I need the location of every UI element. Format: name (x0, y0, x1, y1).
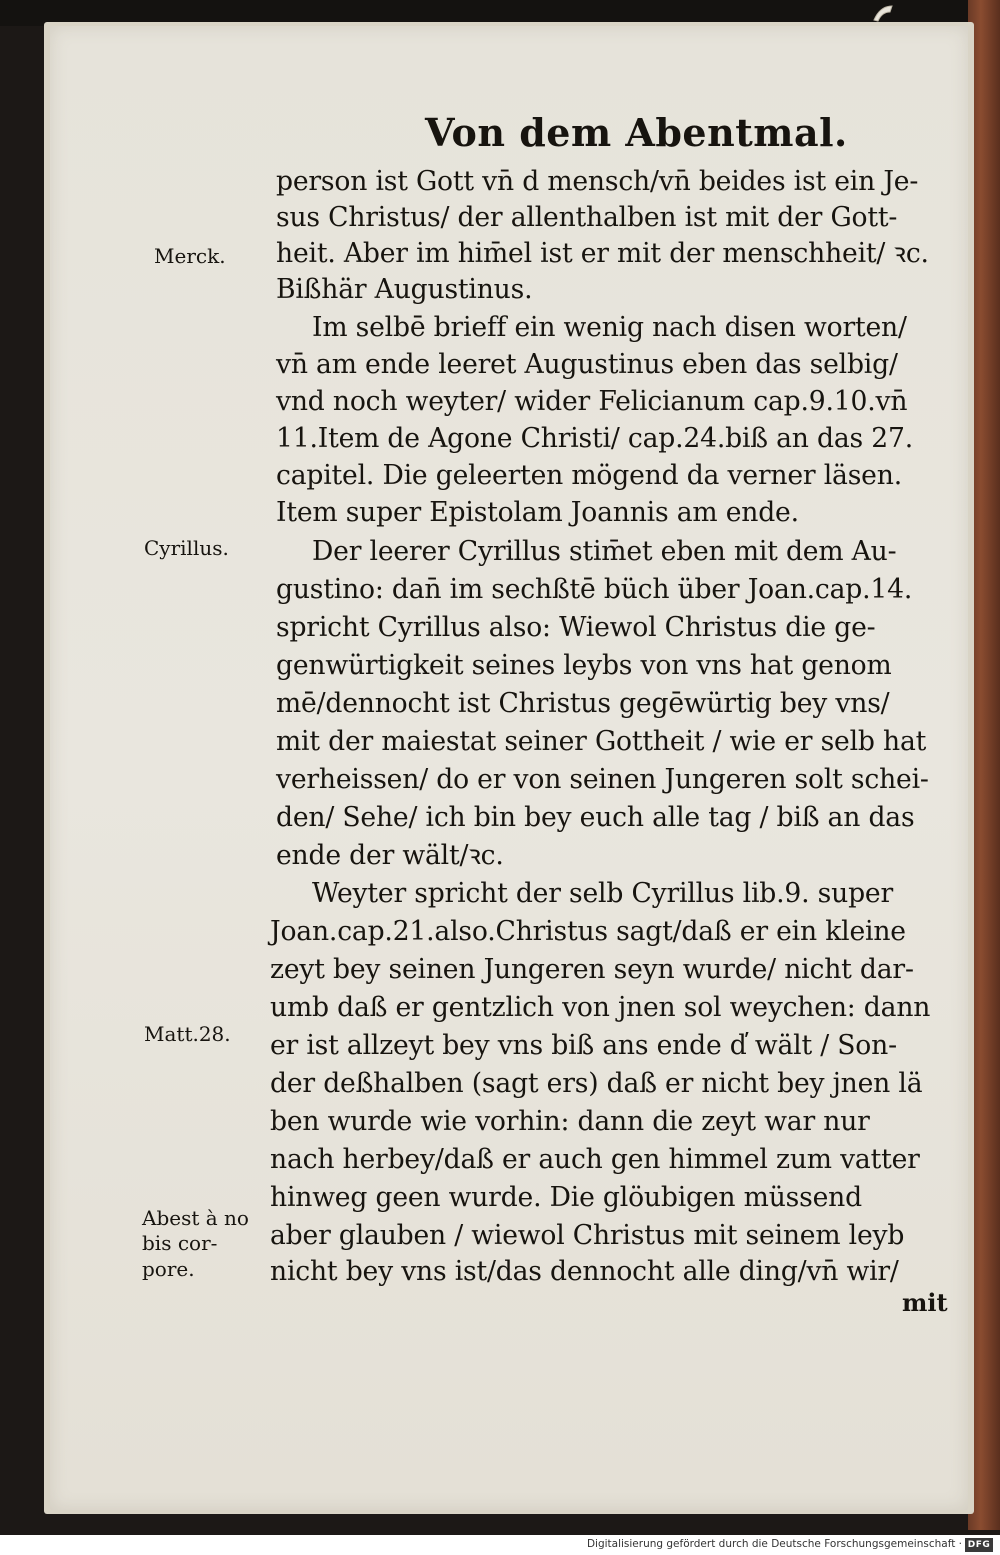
body-line: er ist allzeyt bey vns biß ans ende d̕ wält / Son- (270, 1030, 897, 1061)
page-tab-icon (872, 4, 894, 22)
body-text (270, 164, 966, 1344)
body-line: Weyter spricht der selb Cyrillus lib.9. super (312, 878, 894, 909)
marginal-note: pore. (142, 1257, 195, 1281)
body-line: Joan.cap.21.also.Christus sagt/daß er ein kleine (270, 916, 906, 947)
body-line: Item super Epistolam Joannis am ende. (276, 497, 799, 528)
body-line: hinweg geen wurde. Die glöubigen müssend (270, 1182, 862, 1213)
body-line: heit. Aber im him̄el ist er mit der menschheit/ ꝛc. (276, 238, 929, 269)
body-line: ben wurde wie vorhin: dann die zeyt war nur (270, 1106, 870, 1137)
marginal-note: Merck. (154, 244, 226, 268)
body-line: ende der wält/ꝛc. (276, 840, 504, 871)
body-line: Der leerer Cyrillus stim̄et eben mit dem Au- (312, 536, 897, 567)
body-line: genwürtigkeit seines leybs von vns hat genom (276, 650, 892, 681)
body-line: vnd noch weyter/ wider Felicianum cap.9.10.vn̄ (276, 386, 908, 417)
body-line: zeyt bey seinen Jungeren seyn wurde/ nicht dar- (270, 954, 914, 985)
body-line: sus Christus/ der allenthalben ist mit der Gott- (276, 202, 898, 233)
footer-credit: Digitalisierung gefördert durch die Deutsche Forschungsgemeinschaft · (586, 1538, 962, 1550)
marginal-note: bis cor- (142, 1231, 218, 1255)
body-line: spricht Cyrillus also: Wiewol Christus die ge- (276, 612, 876, 643)
body-line: Im selbē brieff ein wenig nach disen worten/ (312, 312, 907, 343)
body-line: umb daß er gentzlich von jnen sol weychen: dann (270, 992, 931, 1023)
marginal-note: Abest à no (142, 1206, 249, 1230)
book-page (50, 26, 968, 1510)
body-line: nach herbey/daß er auch gen himmel zum vatter (270, 1144, 920, 1175)
body-line: capitel. Die geleerten mögend da verner läsen. (276, 460, 902, 491)
body-line: person ist Gott vn̄ d mensch/vn̄ beides ist ein Je- (276, 166, 919, 197)
body-line: vn̄ am ende leeret Augustinus eben das selbig/ (276, 349, 898, 380)
body-line: verheissen/ do er von seinen Jungeren solt schei- (276, 764, 929, 795)
catchword: mit (902, 1288, 948, 1317)
marginal-note: Cyrillus. (144, 536, 229, 560)
body-line: 11.Item de Agone Christi/ cap.24.biß an das 27. (276, 423, 914, 454)
body-line: den/ Sehe/ ich bin bey euch alle tag / biß an das (276, 802, 915, 833)
body-line: der deßhalben (sagt ers) daß er nicht bey jnen lä (270, 1068, 923, 1099)
body-line: aber glauben / wiewol Christus mit seinem leyb (270, 1220, 905, 1251)
body-line: Bißhär Augustinus. (276, 274, 533, 305)
marginal-note: Matt.28. (144, 1022, 231, 1046)
body-line: nicht bey vns ist/das dennocht alle ding/vn̄ wir/ (270, 1256, 899, 1287)
body-line: mit der maiestat seiner Gottheit / wie er selb hat (276, 726, 927, 757)
body-line: mē/dennocht ist Christus gegēwürtig bey vns/ (276, 688, 890, 719)
running-head: Von dem Abentmal. (425, 110, 848, 155)
body-line: gustino: dan̄ im sechßtē büch über Joan.cap.14. (276, 574, 913, 605)
dfg-logo: DFG (965, 1538, 993, 1552)
